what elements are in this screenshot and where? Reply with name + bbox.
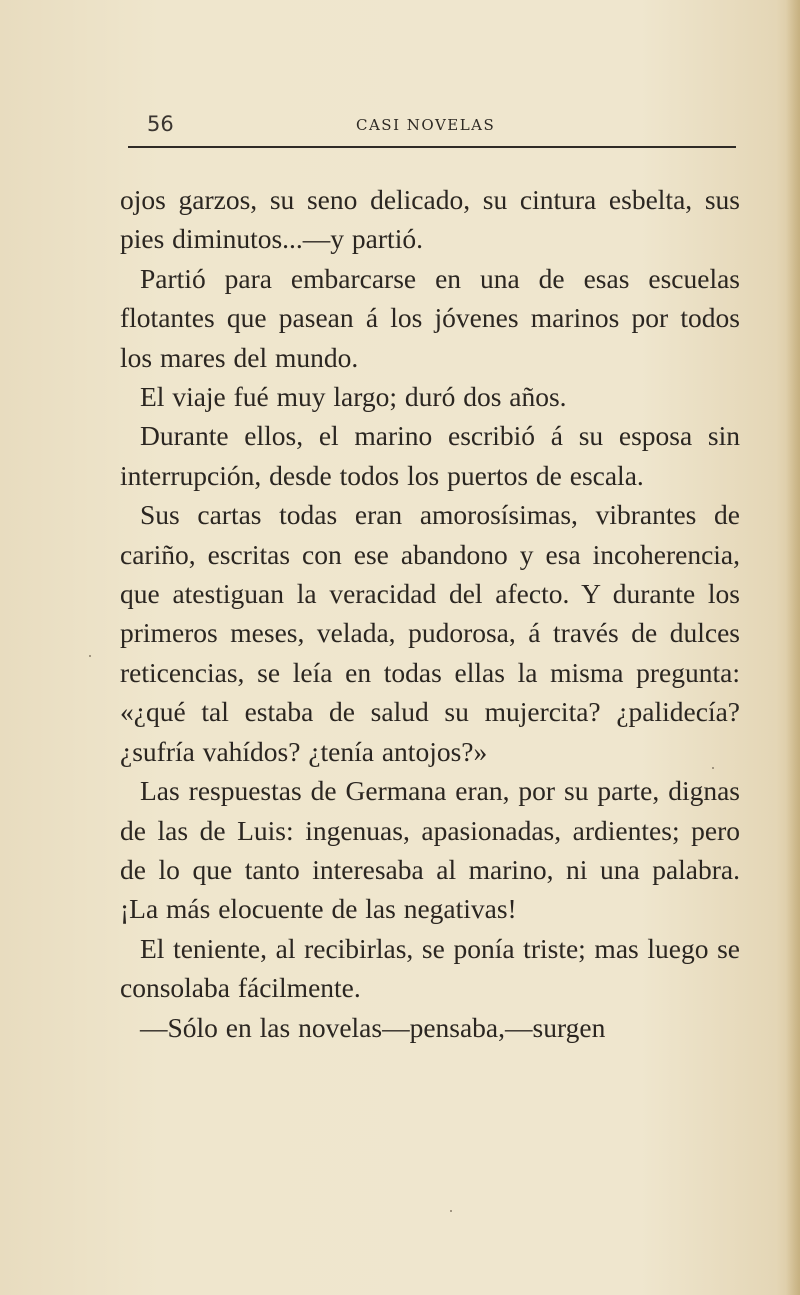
paragraph: Las respuestas de Germana eran, por su parte, dignas de las de Luis: ingenuas, apasionadas, ardientes; pero de lo que tanto interesaba al marino, ni una palabra. ¡La más elocuente de las negativas! (120, 775, 740, 925)
paragraph: —Sólo en las novelas—pensaba,—surgen (140, 1011, 606, 1043)
header-rule (128, 146, 736, 148)
paragraph: El teniente, al recibirlas, se ponía triste; mas luego se consolaba fácilmente. (120, 932, 740, 1004)
paragraph: Sus cartas todas eran amorosísimas, vibrantes de cariño, escritas con ese abandono y esa incoherencia, que atestiguan la veracidad del afecto. Y durante los primeros meses, velada, pudorosa, á través de dulces reticencias, se leía en todas ellas la misma pregunta: «¿qué tal estaba de salud su mujercita? ¿palidecía? ¿sufría vahídos? ¿tenía antojos?» (120, 499, 740, 767)
paragraph: El viaje fué muy largo; duró dos años. (140, 381, 567, 413)
paper-speck (89, 655, 91, 657)
paragraph: Durante ellos, el marino escribió á su esposa sin interrupción, desde todos los puertos de escala. (120, 420, 740, 491)
paper-speck (450, 1210, 452, 1212)
page-number: 56 (147, 112, 174, 136)
page-header (140, 112, 736, 138)
running-title: CASI NOVELAS (356, 116, 496, 134)
paragraph: Partió para embarcarse en una de esas escuelas flotantes que pasean á los jóvenes marinos por todos los mares del mundo. (120, 262, 740, 373)
page-edge-shadow (786, 0, 800, 1295)
paragraph: ojos garzos, su seno delicado, su cintura esbelta, sus pies diminutos...—y partió. (120, 184, 740, 255)
body-text (120, 180, 740, 1047)
paper-speck (712, 767, 714, 769)
